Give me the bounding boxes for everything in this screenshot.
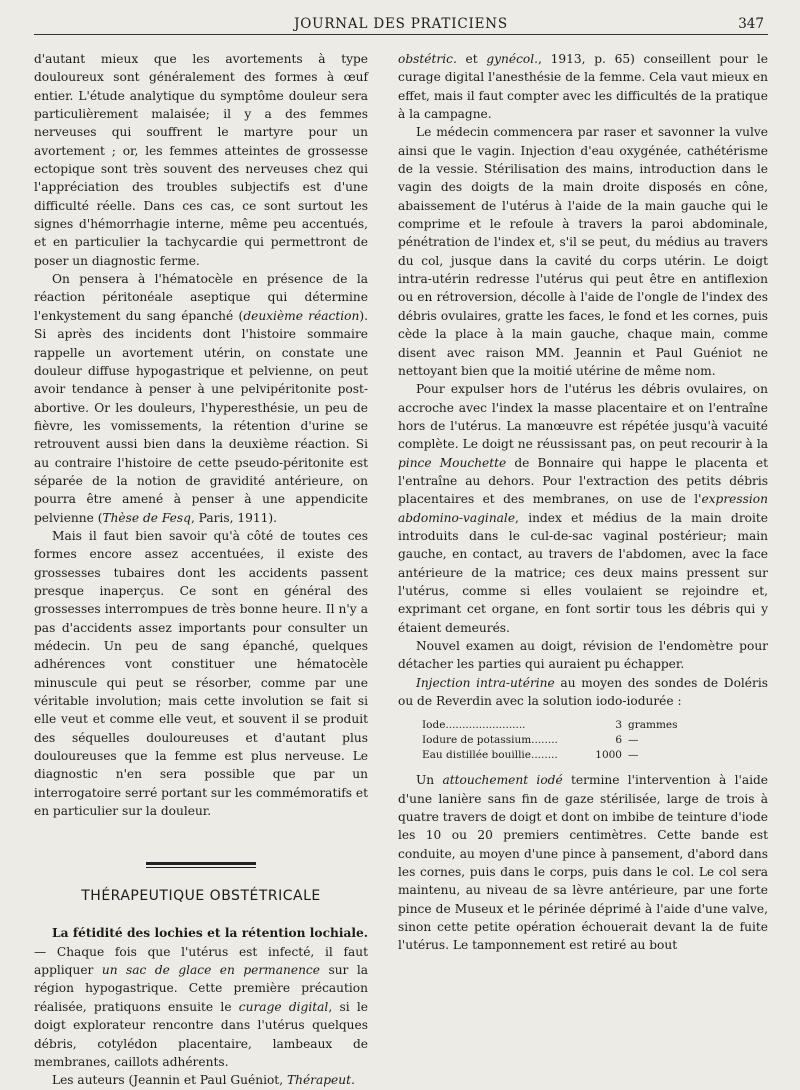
journal-title: JOURNAL DES PRATICIENS	[294, 16, 508, 32]
left-column	[34, 50, 368, 1090]
running-header	[34, 16, 768, 35]
paragraph: La fétidité des lochies et la rétention lochiale. — Chaque fois que l'utérus est infecté, il faut appliquer un sac de glace en permanence sur la région hypogastrique. Cette première précaution réalisée, pratiquons ensuite le curage digital, si le doigt explorateur rencontre dans l'utérus quelques débris, cotylédon placentaire, lambeaux de membranes, caillots adhérents.	[34, 926, 369, 1069]
section-heading: THÉRAPEUTIQUE OBSTÉTRICALE	[81, 888, 321, 905]
section-divider	[146, 862, 256, 868]
paragraph: d'autant mieux que les avortements à type douloureux sont généralement des formes à œuf entier. L'étude analytique du symptôme douleur sera particulièrement malaisée; il y a des femmes nerveuses qui souffrent le martyre pour un avortement ; or, les femmes atteintes de grossesse ectopique sont très souvent des nerveuses chez qui l'appréciation des troubles subjectifs est d'une difficulté réelle. Dans ces cas, ce sont surtout les signes d'hémorrhagie interne, même peu accentués, et en particulier la tachycardie qui permettront de poser un diagnostic ferme.	[34, 52, 368, 268]
page-number: 347	[738, 16, 764, 32]
formula-table	[422, 718, 678, 763]
paragraph: obstétric. et gynécol., 1913, p. 65) conseillent pour le curage digital l'anesthésie de la femme. Cela vaut mieux en effet, mais il faut compter avec les difficultés de la pratique à la campagne.	[398, 52, 768, 122]
formula-row: Iodure de potassium........ 6 —	[422, 734, 639, 747]
paragraph: Injection intra-utérine au moyen des sondes de Doléris ou de Reverdin avec la solution iodo-iodurée :	[398, 675, 768, 709]
formula-row: Iode........................ 3 grammes	[422, 719, 678, 732]
formula-row: Eau distillée bouillie........ 1000 —	[422, 749, 639, 762]
subsection-title: La fétidité des lochies et la rétention lochiale.	[52, 926, 368, 941]
paragraph: Pour expulser hors de l'utérus les débris ovulaires, on accroche avec l'index la masse placentaire et on l'entraîne hors de l'utérus. La manœuvre est répétée jusqu'à vacuité complète. Le doigt ne réussissant pas, on peut recourir à la pince Mouchette de Bonnaire qui happe le placenta et l'entraîne au dehors. Pour l'extraction des petits débris placentaires et des membranes, on use de l'expression abdomino-vaginale, index et médius de la main droite introduits dans le cul-de-sac vaginal postérieur; main gauche, en contact, au travers de l'abdomen, avec la face antérieure de la matrice; ces deux mains pressent sur l'utérus, comme si elles voulaient se rejoindre et, exprimant cet organe, en font sortir tous les débris qui y étaient demeurés.	[398, 382, 768, 635]
paragraph: Le médecin commencera par raser et savonner la vulve ainsi que le vagin. Injection d'eau oxygénée, cathétérisme de la vessie. Stérilisation des mains, introduction dans le vagin des doigts de la main droite disposés en cône, abaissement de l'utérus à l'aide de la main gauche qui le comprime et le refoule à travers la paroi abdominale, pénétration de l'index et, s'il se peut, du médius au travers du col, jusque dans la cavité du corps utérin. Le doigt intra-utérin redresse l'utérus qui peut être en antiflexion ou en rétroversion, décolle à l'aide de l'ongle de l'index des débris ovulaires, gratte les faces, le fond et les cornes, puis cède la place à la main gauche, chaque main, comme disent avec raison MM. Jeannin et Paul Guéniot ne nettoyant bien que la moitié utérine de même nom.	[398, 125, 768, 378]
paragraph: Mais il faut bien savoir qu'à côté de toutes ces formes encore assez accentuées, il existe des grossesses tubaires dont les accidents passent presque inaperçus. Ce sont en général des grossesses interrompues de très bonne heure. Il n'y a pas d'accidents assez importants pour consulter un médecin. Un peu de sang épanché, quelques adhérences vont constituer une hématocèle minuscule qui peut se résorber, comme par une véritable involution; mais cette involution se fait si elle veut et comme elle veut, et souvent il se produit des séquelles douloureuses et d'autant plus douloureuses que la femme est plus nerveuse. Le diagnostic n'en sera possible que par un interrogatoire serré portant sur les commémoratifs et en particulier sur la douleur.	[34, 528, 368, 819]
paragraph: Nouvel examen au doigt, révision de l'endomètre pour détacher les parties qui auraient pu échapper.	[398, 639, 768, 672]
paragraph: Un attouchement iodé termine l'intervention à l'aide d'une lanière sans fin de gaze stérilisée, large de trois à quatre travers de doigt et dont on imbibe de teinture d'iode les 10 ou 20 premiers centimètres. Cette bande est conduite, au moyen d'une pince à pansement, d'abord dans les cornes, puis dans le corps, puis dans le col. Le col sera maintenu, au niveau de sa lèvre antérieure, par une forte pince de Museux et le périnée déprimé à l'aide d'une valve, sinon cette petite opération échouerait devant la de fuite l'utérus. Le tamponnement est retiré au bout	[398, 773, 768, 953]
paragraph: Les auteurs (Jeannin et Paul Guéniot, Thérapeut.	[52, 1073, 355, 1088]
paragraph: On pensera à l'hématocèle en présence de la réaction péritonéale aseptique qui détermine l'enkystement du sang épanché (deuxième réaction). Si après des incidents dont l'histoire sommaire rappelle un avortement utérin, on constate une douleur diffuse hypogastrique et pelvienne, on peut avoir tendance à penser à une pelvipéritonite post-abortive. Or les douleurs, l'hyperesthésie, un peu de fièvre, les vomissements, la rétention d'urine se retrouvent aussi bien dans la deuxième réaction. Si au contraire l'histoire de cette pseudo-péritonite est séparée de la notion de gravidité antérieure, on pourra être amené à penser à une appendicite pelvienne (Thèse de Fesq, Paris, 1911).	[34, 272, 368, 525]
right-column	[398, 50, 768, 955]
